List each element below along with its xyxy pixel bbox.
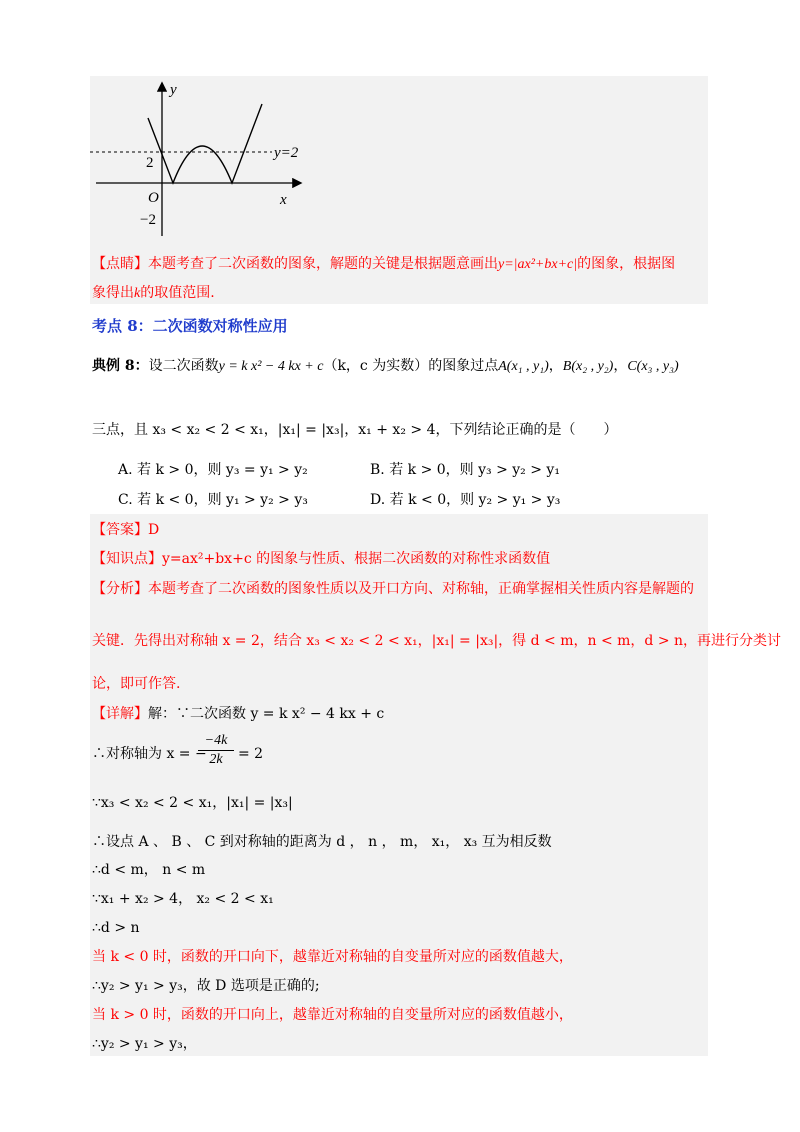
detail-line-6: ∵x₁ + x₂ > 4， x₂ < 2 < x₁ [92, 891, 274, 907]
tick-label-neg2: −2 [140, 212, 156, 228]
comment-line-2 [92, 283, 215, 304]
detail-line-10: 当 k > 0 时，函数的开口向上，越靠近对称轴的自变量所对应的函数值越小， [92, 1007, 573, 1023]
detail-text-1: 解：∵二次函数 y = k x² − 4 kx + c [148, 706, 385, 722]
detail-line-11: ∴y₂ > y₁ > y₃， [92, 1036, 197, 1052]
detail-line-1 [92, 704, 384, 724]
knowledge-tag: 【知识点】 [92, 551, 162, 567]
answer-value: D [148, 522, 160, 538]
detail-line-3: ∵x₃ < x₂ < 2 < x₁，|x₁| = |x₃| [92, 795, 293, 811]
analysis-tag: 【分析】 [92, 581, 148, 597]
analysis-line-2: 关键．先得出对称轴 x = 2，结合 x₃ < x₂ < 2 < x₁，|x₁| = |x₃|，得 d < m，n < m，d > n，再进行分类讨 [92, 633, 782, 649]
origin-label: O [148, 190, 159, 206]
detail-line-8: 当 k < 0 时，函数的开口向下，越靠近对称轴的自变量所对应的函数值越大， [92, 949, 573, 965]
fraction-numerator: −4k [198, 732, 234, 751]
point-c: C(x₃ , y₃) [627, 359, 679, 374]
answer-line [92, 520, 159, 540]
option-c: C. 若 k < 0，则 y₁ > y₂ > y₃ [118, 492, 308, 508]
analysis-text-1: 本题考查了二次函数的图象性质以及开口方向、对称轴，正确掌握相关性质内容是解题的 [148, 581, 694, 597]
option-d: D. 若 k < 0，则 y₂ > y₁ > y₃ [370, 492, 561, 508]
fraction-denominator: 2k [209, 752, 223, 767]
detail-line-9: ∴y₂ > y₁ > y₃，故 D 选项是正确的; [92, 978, 320, 994]
line-label-y2: y=2 [274, 145, 299, 161]
tick-label-2: 2 [146, 155, 154, 171]
detail-line-2-post: = 2 [238, 746, 264, 762]
example-text-1: 设二次函数 [148, 358, 219, 374]
x-axis-label: x [280, 192, 287, 208]
point-a: A(x₁ , y₁) [498, 359, 549, 374]
comment-text-1b: 的图象，根据图 [577, 256, 676, 272]
point-b: B(x₂ , y₂) [562, 359, 614, 374]
abs-quadratic-curve [148, 104, 262, 183]
option-b: B. 若 k > 0，则 y₃ > y₂ > y₁ [370, 462, 560, 478]
section-title: 考点 8：二次函数对称性应用 [92, 317, 288, 335]
comment-tag: 【点睛】 [92, 256, 148, 272]
answer-tag: 【答案】 [92, 522, 148, 538]
comment-k: k [134, 286, 141, 301]
y-axis-label: y [170, 82, 177, 98]
analysis-line-3: 论，即可作答. [92, 676, 181, 692]
fraction [198, 732, 234, 769]
detail-text-2-pre: ∴对称轴为 x = − [92, 746, 207, 762]
knowledge-value: y=ax²+bx+c 的图象与性质、根据二次函数的对称性求函数值 [162, 551, 551, 567]
comment-text-2b: 的取值范围. [140, 285, 215, 301]
comment-text-1a: 本题考查了二次函数的图象，解题的关键是根据题意画出 [148, 256, 498, 272]
detail-tag: 【详解】 [92, 706, 148, 722]
comment-text-2a: 象得出 [92, 285, 134, 301]
example-line-1: 典例 8：设二次函数y = k x² − 4 kx + c（k，c 为实数）的图象过点A(x₁ , y₁)，B(x₂ , y₂)，C(x₃ , y₃) [92, 358, 679, 374]
detail-line-5: ∴d < m， n < m [92, 862, 206, 878]
detail-line-7: ∴d > n [92, 920, 140, 936]
comment-line-1 [92, 254, 675, 275]
function-graph [90, 76, 320, 246]
example-line-2: 三点，且 x₃ < x₂ < 2 < x₁，|x₁| = |x₃|，x₁ + x₂ > 4，下列结论正确的是（ ） [92, 422, 618, 438]
detail-line-4: ∴设点 A 、 B 、 C 到对称轴的距离为 d ， n ， m， x₁， x₃ 互为相反数 [92, 834, 552, 850]
detail-line-2 [92, 744, 207, 764]
analysis-line-1 [92, 579, 694, 599]
example-function: y = k x² − 4 kx + c [218, 359, 324, 374]
comment-formula: y=|ax²+bx+c| [498, 257, 578, 272]
knowledge-line [92, 549, 550, 569]
option-a: A. 若 k > 0，则 y₃ = y₁ > y₂ [118, 462, 308, 478]
example-label: 典例 8： [92, 358, 149, 374]
example-text-2: （k，c 为实数）的图象过点 [323, 358, 499, 374]
